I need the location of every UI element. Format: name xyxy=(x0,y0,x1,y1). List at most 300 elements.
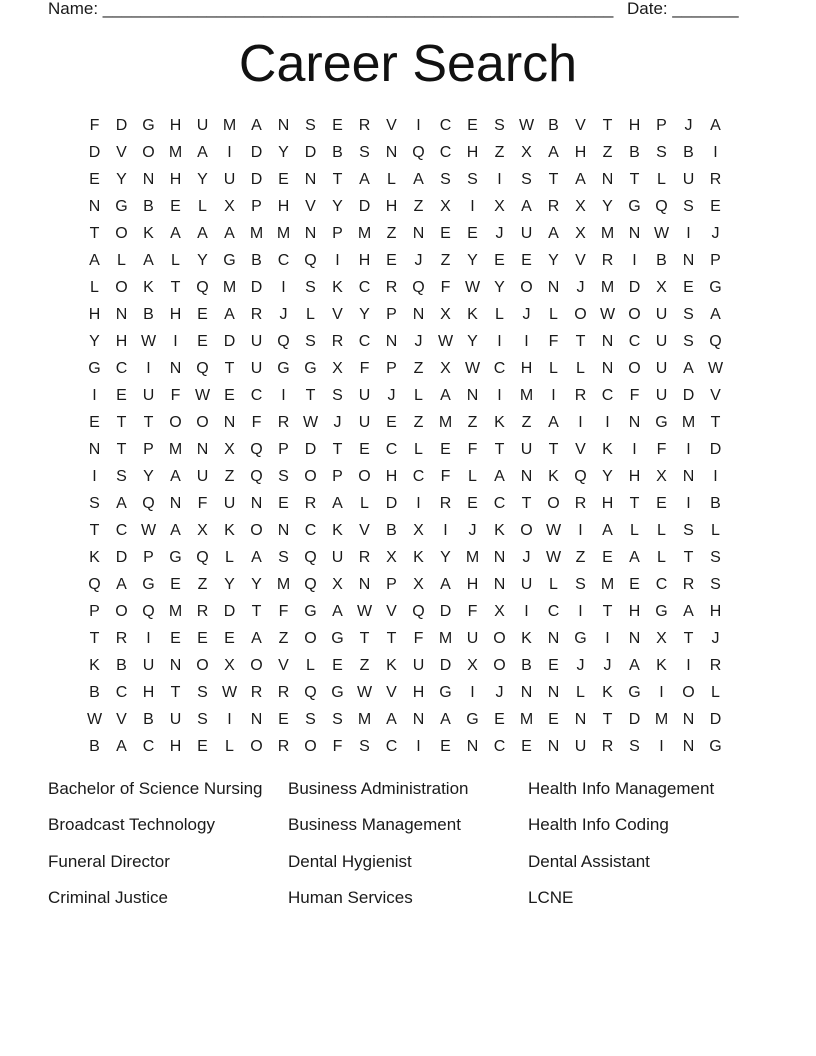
grid-letter: B xyxy=(143,306,154,323)
grid-letter: J xyxy=(576,657,585,674)
grid-letter: F xyxy=(467,441,478,458)
grid-letter: M xyxy=(276,225,291,242)
word-list-item: Dental Hygienist xyxy=(288,851,412,871)
grid-letter: F xyxy=(332,738,343,755)
grid-letter: Y xyxy=(440,549,451,566)
grid-letter: R xyxy=(250,306,263,323)
grid-letter: X xyxy=(224,441,235,458)
grid-letter: N xyxy=(682,711,695,728)
grid-letter: G xyxy=(628,684,641,701)
grid-letter: L xyxy=(711,684,720,701)
name-field-label: Name: ______________________________________________________ xyxy=(48,0,614,18)
grid-letter: T xyxy=(89,630,100,647)
grid-letter: D xyxy=(223,333,236,350)
grid-row xyxy=(81,139,741,166)
grid-letter: I xyxy=(443,522,448,539)
grid-letter: G xyxy=(169,549,182,566)
grid-letter: P xyxy=(386,306,397,323)
grid-letter: H xyxy=(88,306,101,323)
date-field-label: Date: _______ xyxy=(627,0,739,18)
grid-letter: J xyxy=(684,117,693,134)
grid-letter: E xyxy=(494,711,505,728)
grid-letter: L xyxy=(549,306,558,323)
grid-letter: G xyxy=(142,576,155,593)
word-list-item: Criminal Justice xyxy=(48,887,168,907)
grid-letter: M xyxy=(438,630,453,647)
grid-letter: B xyxy=(548,117,559,134)
grid-letter: S xyxy=(197,711,208,728)
grid-letter: C xyxy=(115,360,128,377)
grid-letter: D xyxy=(439,603,452,620)
grid-letter: O xyxy=(115,603,128,620)
grid-letter: T xyxy=(170,684,181,701)
grid-letter: X xyxy=(494,603,505,620)
word-list xyxy=(48,777,788,922)
grid-letter: T xyxy=(332,171,343,188)
grid-letter: I xyxy=(578,414,583,431)
grid-letter: G xyxy=(223,252,236,269)
grid-letter: S xyxy=(683,333,694,350)
grid-letter: U xyxy=(655,360,668,377)
grid-letter: C xyxy=(385,738,398,755)
grid-letter: S xyxy=(467,171,478,188)
grid-letter: K xyxy=(143,279,154,296)
grid-letter: X xyxy=(521,144,532,161)
grid-letter: Q xyxy=(250,441,263,458)
grid-letter: Z xyxy=(575,549,586,566)
grid-letter: A xyxy=(197,144,208,161)
grid-letter: H xyxy=(385,198,398,215)
grid-letter: I xyxy=(146,630,151,647)
grid-letter: Y xyxy=(359,306,370,323)
grid-letter: J xyxy=(279,306,288,323)
grid-letter: S xyxy=(521,171,532,188)
grid-letter: S xyxy=(683,306,694,323)
grid-letter: E xyxy=(521,252,532,269)
grid-letter: T xyxy=(170,279,181,296)
grid-letter: B xyxy=(683,144,694,161)
grid-letter: R xyxy=(331,333,344,350)
grid-letter: O xyxy=(115,279,128,296)
grid-letter: A xyxy=(575,171,586,188)
grid-letter: B xyxy=(143,198,154,215)
grid-letter: R xyxy=(709,657,722,674)
grid-letter: O xyxy=(169,414,182,431)
grid-letter: T xyxy=(548,441,559,458)
grid-letter: W xyxy=(437,333,454,350)
grid-letter: J xyxy=(468,522,477,539)
grid-letter: A xyxy=(494,468,505,485)
grid-letter: Q xyxy=(655,198,668,215)
grid-letter: Q xyxy=(196,279,209,296)
grid-letter: T xyxy=(116,441,127,458)
grid-letter: A xyxy=(170,468,181,485)
grid-row xyxy=(81,193,741,220)
grid-letter: X xyxy=(332,576,343,593)
grid-letter: Y xyxy=(197,171,208,188)
grid-letter: L xyxy=(171,252,180,269)
grid-letter: I xyxy=(713,144,718,161)
grid-letter: J xyxy=(522,549,531,566)
grid-letter: F xyxy=(278,603,289,620)
grid-letter: E xyxy=(89,414,100,431)
grid-letter: E xyxy=(170,630,181,647)
grid-letter: R xyxy=(115,630,128,647)
grid-row xyxy=(81,301,741,328)
grid-letter: P xyxy=(278,441,289,458)
grid-row xyxy=(81,220,741,247)
grid-letter: V xyxy=(386,117,397,134)
grid-letter: S xyxy=(440,171,451,188)
grid-letter: T xyxy=(251,603,262,620)
grid-letter: S xyxy=(197,684,208,701)
grid-letter: I xyxy=(497,171,502,188)
grid-letter: V xyxy=(278,657,289,674)
grid-letter: E xyxy=(278,711,289,728)
grid-letter: G xyxy=(304,603,317,620)
grid-letter: S xyxy=(305,333,316,350)
grid-letter: L xyxy=(387,171,396,188)
grid-letter: N xyxy=(520,684,533,701)
grid-letter: I xyxy=(686,495,691,512)
grid-letter: X xyxy=(656,468,667,485)
grid-letter: L xyxy=(576,360,585,377)
grid-letter: U xyxy=(331,549,344,566)
grid-letter: U xyxy=(196,117,209,134)
grid-letter: I xyxy=(92,387,97,404)
grid-letter: O xyxy=(115,225,128,242)
grid-letter: B xyxy=(386,522,397,539)
grid-letter: J xyxy=(414,333,423,350)
grid-letter: A xyxy=(224,225,235,242)
grid-letter: D xyxy=(682,387,695,404)
grid-letter: U xyxy=(358,414,371,431)
grid-letter: N xyxy=(88,441,101,458)
grid-letter: U xyxy=(250,360,263,377)
grid-letter: K xyxy=(602,441,613,458)
word-list-item: Bachelor of Science Nursing xyxy=(48,779,263,798)
grid-letter: L xyxy=(657,549,666,566)
grid-letter: Y xyxy=(143,468,154,485)
grid-letter: Y xyxy=(494,279,505,296)
grid-letter: Y xyxy=(278,144,289,161)
grid-letter: P xyxy=(332,468,343,485)
grid-letter: I xyxy=(686,225,691,242)
grid-letter: O xyxy=(520,522,533,539)
grid-letter: L xyxy=(90,279,99,296)
grid-letter: W xyxy=(464,279,481,296)
grid-letter: T xyxy=(602,117,613,134)
grid-letter: Q xyxy=(412,144,425,161)
grid-letter: I xyxy=(497,333,502,350)
grid-letter: H xyxy=(574,144,587,161)
word-list-item: Health Info Coding xyxy=(528,815,669,835)
grid-letter: L xyxy=(414,441,423,458)
grid-letter: M xyxy=(654,711,669,728)
grid-letter: E xyxy=(440,225,451,242)
grid-letter: Y xyxy=(602,468,613,485)
grid-letter: Z xyxy=(359,657,370,674)
grid-letter: I xyxy=(605,630,610,647)
grid-letter: U xyxy=(655,333,668,350)
grid-letter: I xyxy=(632,441,637,458)
grid-letter: S xyxy=(710,549,721,566)
grid-row xyxy=(81,571,741,598)
grid-letter: M xyxy=(357,225,372,242)
grid-letter: T xyxy=(575,333,586,350)
grid-letter: A xyxy=(548,414,559,431)
grid-letter: X xyxy=(332,360,343,377)
grid-letter: G xyxy=(466,711,479,728)
grid-letter: G xyxy=(655,414,668,431)
grid-letter: E xyxy=(467,495,478,512)
grid-letter: E xyxy=(521,738,532,755)
grid-letter: M xyxy=(357,711,372,728)
grid-letter: A xyxy=(440,711,451,728)
grid-letter: N xyxy=(493,576,506,593)
grid-letter: X xyxy=(440,306,451,323)
grid-letter: B xyxy=(251,252,262,269)
grid-letter: S xyxy=(305,711,316,728)
grid-letter: A xyxy=(548,225,559,242)
grid-letter: D xyxy=(250,144,263,161)
grid-letter: S xyxy=(89,495,100,512)
grid-letter: Z xyxy=(413,198,424,215)
grid-letter: X xyxy=(413,576,424,593)
grid-letter: V xyxy=(710,387,721,404)
grid-letter: R xyxy=(601,252,614,269)
grid-row xyxy=(81,166,741,193)
grid-letter: W xyxy=(464,360,481,377)
grid-letter: G xyxy=(115,198,128,215)
grid-letter: T xyxy=(305,387,316,404)
grid-letter: W xyxy=(302,414,319,431)
grid-letter: T xyxy=(629,495,640,512)
grid-letter: I xyxy=(416,117,421,134)
grid-letter: A xyxy=(359,171,370,188)
grid-letter: T xyxy=(683,549,694,566)
grid-letter: A xyxy=(170,225,181,242)
grid-letter: N xyxy=(196,441,209,458)
grid-letter: E xyxy=(197,630,208,647)
grid-letter: N xyxy=(547,738,560,755)
grid-letter: K xyxy=(89,549,100,566)
grid-letter: H xyxy=(142,684,155,701)
grid-letter: U xyxy=(223,171,236,188)
grid-letter: G xyxy=(88,360,101,377)
grid-letter: O xyxy=(196,657,209,674)
grid-letter: N xyxy=(169,657,182,674)
grid-letter: M xyxy=(600,576,615,593)
grid-letter: E xyxy=(440,441,451,458)
grid-letter: N xyxy=(547,279,560,296)
grid-letter: D xyxy=(628,279,641,296)
grid-letter: I xyxy=(416,495,421,512)
grid-letter: J xyxy=(576,279,585,296)
grid-letter: G xyxy=(142,117,155,134)
grid-letter: Q xyxy=(304,576,317,593)
grid-letter: N xyxy=(493,549,506,566)
grid-letter: I xyxy=(551,387,556,404)
grid-row xyxy=(81,490,741,517)
grid-letter: Y xyxy=(224,576,235,593)
grid-row xyxy=(81,382,741,409)
grid-letter: F xyxy=(467,603,478,620)
grid-letter: X xyxy=(440,198,451,215)
grid-letter: N xyxy=(628,414,641,431)
grid-letter: Z xyxy=(413,414,424,431)
grid-letter: G xyxy=(709,279,722,296)
grid-letter: T xyxy=(116,414,127,431)
grid-letter: D xyxy=(223,603,236,620)
grid-letter: R xyxy=(358,117,371,134)
grid-letter: L xyxy=(468,468,477,485)
grid-letter: E xyxy=(170,198,181,215)
grid-letter: Q xyxy=(304,252,317,269)
grid-letter: Q xyxy=(304,684,317,701)
grid-letter: N xyxy=(88,198,101,215)
grid-letter: L xyxy=(225,738,234,755)
grid-letter: U xyxy=(682,171,695,188)
grid-letter: D xyxy=(628,711,641,728)
grid-letter: L xyxy=(711,522,720,539)
grid-letter: S xyxy=(278,468,289,485)
grid-letter: T xyxy=(548,171,559,188)
grid-letter: Q xyxy=(277,333,290,350)
grid-letter: O xyxy=(574,306,587,323)
grid-letter: A xyxy=(332,603,343,620)
grid-letter: A xyxy=(440,576,451,593)
grid-letter: Q xyxy=(142,603,155,620)
grid-letter: H xyxy=(628,468,641,485)
grid-letter: A xyxy=(197,225,208,242)
grid-letter: D xyxy=(250,171,263,188)
grid-letter: E xyxy=(197,333,208,350)
grid-letter: G xyxy=(304,360,317,377)
grid-letter: S xyxy=(305,117,316,134)
grid-letter: O xyxy=(250,738,263,755)
grid-letter: W xyxy=(653,225,670,242)
grid-letter: L xyxy=(657,171,666,188)
grid-letter: L xyxy=(549,576,558,593)
grid-letter: M xyxy=(276,576,291,593)
grid-letter: Y xyxy=(332,198,343,215)
grid-letter: M xyxy=(519,387,534,404)
grid-letter: S xyxy=(359,738,370,755)
grid-letter: E xyxy=(656,495,667,512)
grid-letter: R xyxy=(277,738,290,755)
grid-letter: X xyxy=(575,198,586,215)
grid-letter: T xyxy=(89,522,100,539)
grid-letter: E xyxy=(494,252,505,269)
grid-letter: O xyxy=(142,144,155,161)
grid-letter: F xyxy=(170,387,181,404)
grid-letter: E xyxy=(548,657,559,674)
grid-letter: T xyxy=(359,630,370,647)
grid-letter: W xyxy=(545,549,562,566)
grid-letter: Q xyxy=(250,468,263,485)
grid-letter: V xyxy=(575,252,586,269)
grid-letter: E xyxy=(332,657,343,674)
grid-letter: E xyxy=(278,171,289,188)
grid-row xyxy=(81,436,741,463)
grid-letter: I xyxy=(227,711,232,728)
grid-letter: I xyxy=(497,387,502,404)
grid-letter: R xyxy=(547,198,560,215)
grid-letter: L xyxy=(549,360,558,377)
grid-letter: D xyxy=(439,657,452,674)
grid-letter: W xyxy=(221,684,238,701)
grid-letter: N xyxy=(601,333,614,350)
grid-letter: C xyxy=(493,495,506,512)
grid-letter: Z xyxy=(602,144,613,161)
grid-letter: W xyxy=(194,387,211,404)
grid-letter: I xyxy=(335,252,340,269)
grid-letter: E xyxy=(440,738,451,755)
word-list-item: Dental Assistant xyxy=(528,851,650,871)
grid-letter: B xyxy=(89,684,100,701)
grid-letter: D xyxy=(115,117,128,134)
grid-letter: R xyxy=(601,738,614,755)
grid-letter: C xyxy=(358,279,371,296)
grid-letter: V xyxy=(305,198,316,215)
grid-letter: I xyxy=(524,333,529,350)
grid-letter: L xyxy=(225,549,234,566)
grid-letter: E xyxy=(467,225,478,242)
grid-letter: M xyxy=(600,225,615,242)
grid-letter: T xyxy=(602,711,613,728)
grid-letter: J xyxy=(414,252,423,269)
grid-letter: O xyxy=(520,279,533,296)
grid-letter: O xyxy=(628,360,641,377)
grid-letter: R xyxy=(574,387,587,404)
grid-letter: J xyxy=(495,684,504,701)
grid-letter: A xyxy=(710,306,721,323)
grid-letter: X xyxy=(197,522,208,539)
grid-letter: G xyxy=(574,630,587,647)
grid-letter: H xyxy=(466,144,479,161)
grid-letter: Q xyxy=(412,603,425,620)
grid-letter: T xyxy=(224,360,235,377)
grid-letter: C xyxy=(385,441,398,458)
grid-letter: N xyxy=(169,495,182,512)
grid-letter: D xyxy=(304,144,317,161)
grid-letter: L xyxy=(117,252,126,269)
grid-letter: H xyxy=(601,495,614,512)
grid-letter: C xyxy=(115,684,128,701)
grid-letter: N xyxy=(385,144,398,161)
grid-letter: G xyxy=(628,198,641,215)
grid-letter: N xyxy=(466,738,479,755)
grid-letter: A xyxy=(440,387,451,404)
grid-letter: E xyxy=(386,252,397,269)
grid-letter: U xyxy=(520,441,533,458)
grid-letter: N xyxy=(601,171,614,188)
grid-letter: H xyxy=(412,684,425,701)
grid-letter: H xyxy=(277,198,290,215)
grid-letter: E xyxy=(170,576,181,593)
grid-letter: F xyxy=(440,468,451,485)
grid-letter: Y xyxy=(602,198,613,215)
grid-letter: I xyxy=(470,198,475,215)
grid-letter: I xyxy=(686,441,691,458)
grid-letter: I xyxy=(173,333,178,350)
grid-letter: M xyxy=(438,414,453,431)
grid-letter: I xyxy=(92,468,97,485)
grid-letter: K xyxy=(89,657,100,674)
grid-letter: I xyxy=(659,684,664,701)
grid-letter: S xyxy=(710,576,721,593)
